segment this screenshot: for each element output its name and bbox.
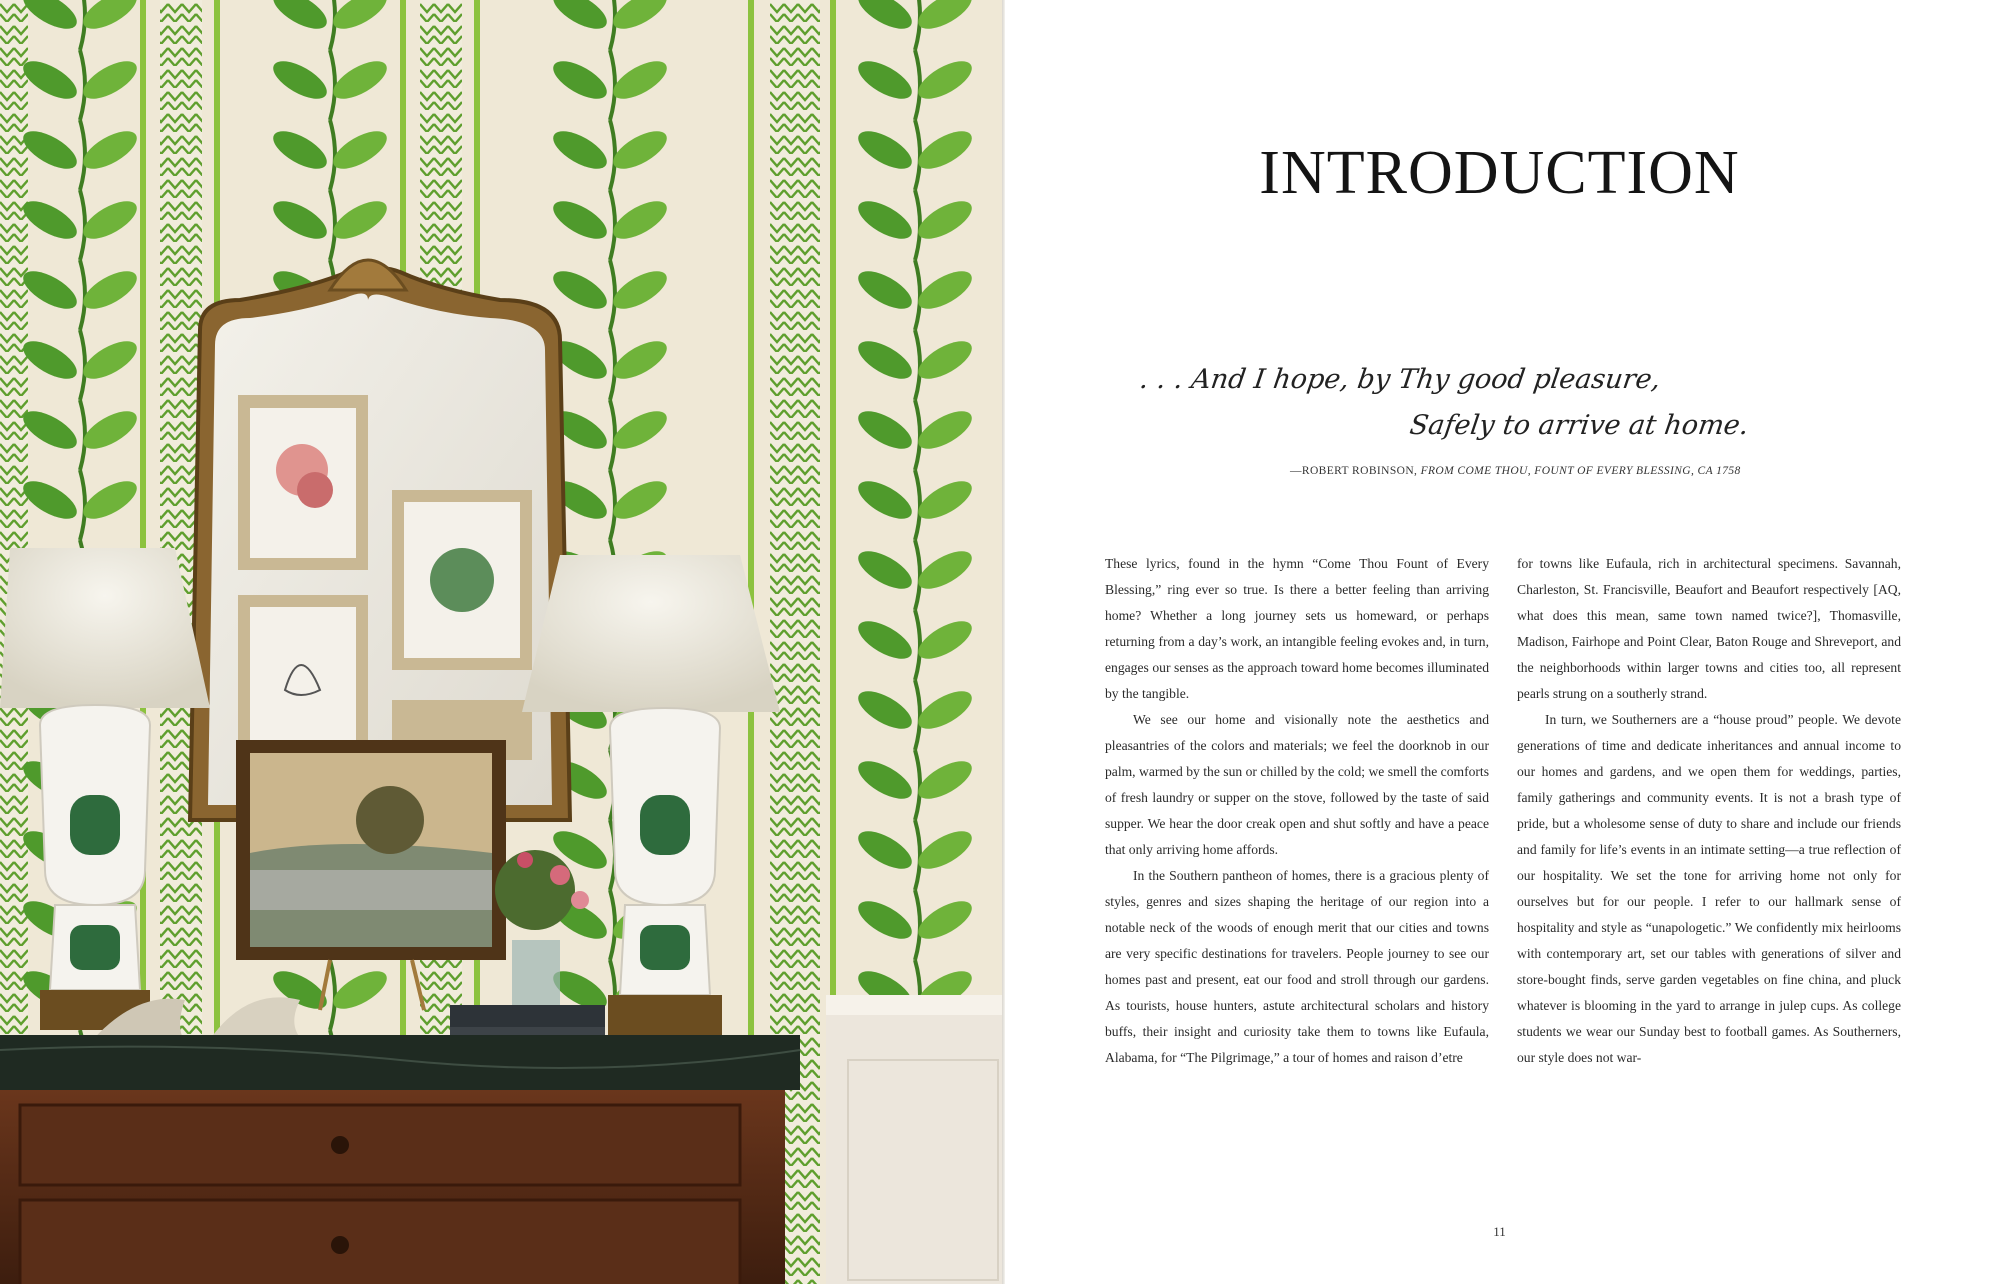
paragraph: We see our home and visionally note the aesthetics and pleasantries of the colors and materials; we feel the doorknob in our palm, warmed by the sun or chilled by the cold; we smell the comforts of fresh laundry or supper on the stove, followed by the taste of said supper. We hear the door creak open and shut softly and have a peace that only arriving home affords. <box>1105 712 1489 857</box>
attribution-source: FROM COME THOU, FOUNT OF EVERY BLESSING, CA 1758 <box>1420 465 1741 477</box>
page-number: 11 <box>1493 1224 1506 1239</box>
attribution-name: —ROBERT ROBINSON, <box>1290 465 1421 477</box>
paragraph: In the Southern pantheon of homes, there is a gracious plenty of styles, genres and sizes shaping the heritage of our region into a notable neck of the woods of enough merit that our cities and towns are very specific destinations for travelers. People journey to see our homes past and present, eat our food and stroll through our gardens. As tourists, house hunters, astute architectural scholars and history buffs, their insight and curiosity take them to towns like Eufaula, Alabama, for “The Pilgrimage,” a tour of homes and raison d’etre <box>1105 868 1489 1065</box>
paragraph: for towns like Eufaula, rich in architectural specimens. Savannah, Charleston, St. Francisville, Beaufort and Beaufort respectively [AQ, what does this mean, same town named twice?], Thomasville, Madison, Fairhope and Point Clear, Baton Rouge and Shreveport, and the neighborhoods within larger towns and cities too, all represent pearls strung on a southerly strand. <box>1517 556 1901 701</box>
paragraph: These lyrics, found in the hymn “Come Thou Fount of Every Blessing,” ring ever so true. Is there a better feeling than arriving home? Whether a long journey sets us homeward, or perhaps returning from a day’s work, an intangible feeling evokes and, in turn, engages our senses as the approach toward home becomes illuminated by the tangible. <box>1105 556 1489 701</box>
text-column-left <box>1105 551 1489 1071</box>
epigraph-attribution <box>1290 465 1741 477</box>
text-column-right <box>1517 551 1901 1071</box>
paragraph: In turn, we Southerners are a “house proud” people. We devote generations of time and dedicate inheritances and annual income to our homes and gardens, and we open them for weddings, parties, family gatherings and community events. It is not a brash type of pride, but a wholesome sense of duty to share and include our friends and family for life’s events in an intimate setting—a true reflection of our hospitality. We set the tone for arriving home not only for ourselves but for our people. I refer to our hallmark sense of hospitality and style as “unapologetic.” We confidently mix heirlooms with contemporary art, set our tables with generations of silver and store-bought finds, serve garden vegetables on fine china, and pluck whatever is blooming in the yard to arrange in julep cups. As college students we wear our Sunday best to football games. As Southerners, our style does not war- <box>1517 712 1901 1065</box>
page-bottom-edge <box>0 1284 1994 1288</box>
epigraph-line-2: Safely to arrive at home. <box>1407 410 1751 441</box>
epigraph-line-1: . . . And I hope, by Thy good pleasure, <box>1137 364 1663 395</box>
text-page <box>1005 0 1994 1288</box>
chapter-title: INTRODUCTION <box>1259 139 1740 207</box>
